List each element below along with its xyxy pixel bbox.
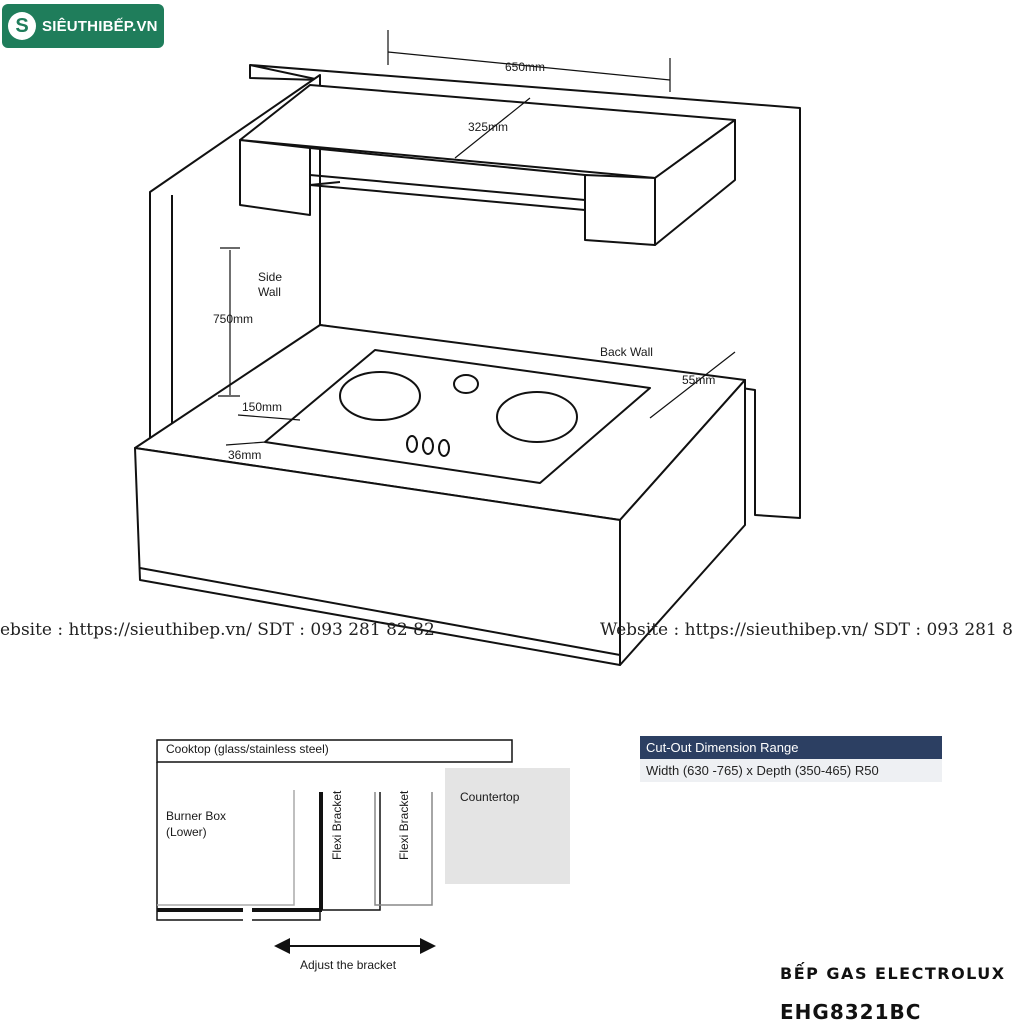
flexi-bracket-2-label: Flexi Bracket [397, 790, 411, 860]
flexi-bracket-1 [320, 792, 380, 910]
cutout-table-header: Cut-Out Dimension Range [640, 736, 942, 759]
back-wall-label: Back Wall [600, 345, 653, 359]
dimension-150-label: 150mm [242, 400, 283, 414]
cutout-table [640, 736, 942, 782]
dimension-width-label: 650mm [505, 60, 546, 74]
logo-text: SIÊUTHIBẾP.VN [42, 17, 158, 35]
cutout-table-value: Width (630 -765) x Depth (350-465) R50 [640, 759, 942, 782]
dimension-depth-label: 325mm [468, 120, 509, 134]
product-brand: BẾP GAS ELECTROLUX [780, 964, 1006, 983]
dimension-36-label: 36mm [228, 448, 262, 462]
product-model: EHG8321BC [780, 1000, 922, 1024]
adjust-bracket-label: Adjust the bracket [300, 958, 397, 972]
burner-box-outline [157, 762, 243, 920]
countertop-label: Countertop [460, 790, 520, 804]
dimension-height-label: 750mm [213, 312, 254, 326]
watermark-right: Website : https://sieuthibep.vn/ SDT : 093 281 8 [600, 620, 1013, 640]
logo-mark-icon: S [8, 12, 36, 40]
side-wall-label: Side Wall [258, 270, 283, 299]
cooktop-label: Cooktop (glass/stainless steel) [166, 742, 329, 756]
countertop-block [445, 768, 570, 884]
adjust-arrow-right-icon [420, 938, 436, 954]
dimension-55-label: 55mm [682, 373, 716, 387]
watermark-left: ebsite : https://sieuthibep.vn/ SDT : 093 281 82 82 [0, 620, 435, 640]
flexi-bracket-1-label: Flexi Bracket [330, 790, 344, 860]
adjust-arrow-left-icon [274, 938, 290, 954]
burner-box-label: Burner Box (Lower) [166, 809, 227, 839]
